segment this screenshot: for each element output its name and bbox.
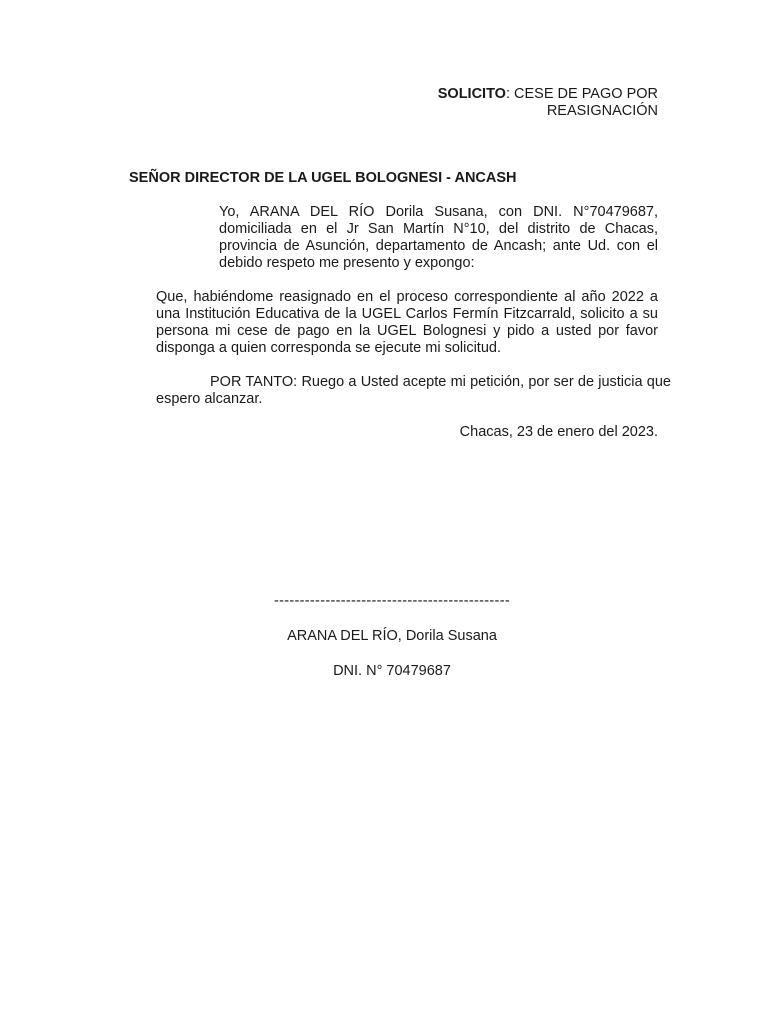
date-line: Chacas, 23 de enero del 2023. (459, 424, 658, 440)
subject-label: SOLICITO (437, 86, 506, 102)
subject-block (358, 86, 658, 120)
subject-text-line2: REASIGNACIÓN (546, 103, 658, 119)
addressee: SEÑOR DIRECTOR DE LA UGEL BOLOGNESI - ANCASH (129, 170, 517, 186)
body-paragraph-2 (156, 374, 671, 408)
body-paragraph-2-text: POR TANTO: Ruego a Usted acepte mi petición, por ser de justicia que espero alcanzar. (156, 374, 671, 407)
body-paragraph-1: Que, habiéndome reasignado en el proceso correspondiente al año 2022 a una Institución Educativa de la UGEL Carlos Fermín Fitzcarrald, solicito a su persona mi cese de pago en la UGEL Bolognesi y pido a usted por favor disponga a quien corresponda se ejecute mi solicitud. (156, 289, 658, 356)
subject-text: : CESE DE PAGO POR (505, 86, 658, 102)
signature-block (192, 593, 592, 680)
intro-paragraph: Yo, ARANA DEL RÍO Dorila Susana, con DNI. N°70479687, domiciliada en el Jr San Martín N°10, del distrito de Chacas, provincia de Asunción, departamento de Ancash; ante Ud. con el debido respeto me presento y expongo: (219, 204, 658, 271)
signer-name: ARANA DEL RÍO, Dorila Susana (287, 628, 497, 644)
signer-dni: DNI. N° 70479687 (333, 663, 451, 679)
signature-line: ---------------------------------------------- (274, 593, 510, 609)
